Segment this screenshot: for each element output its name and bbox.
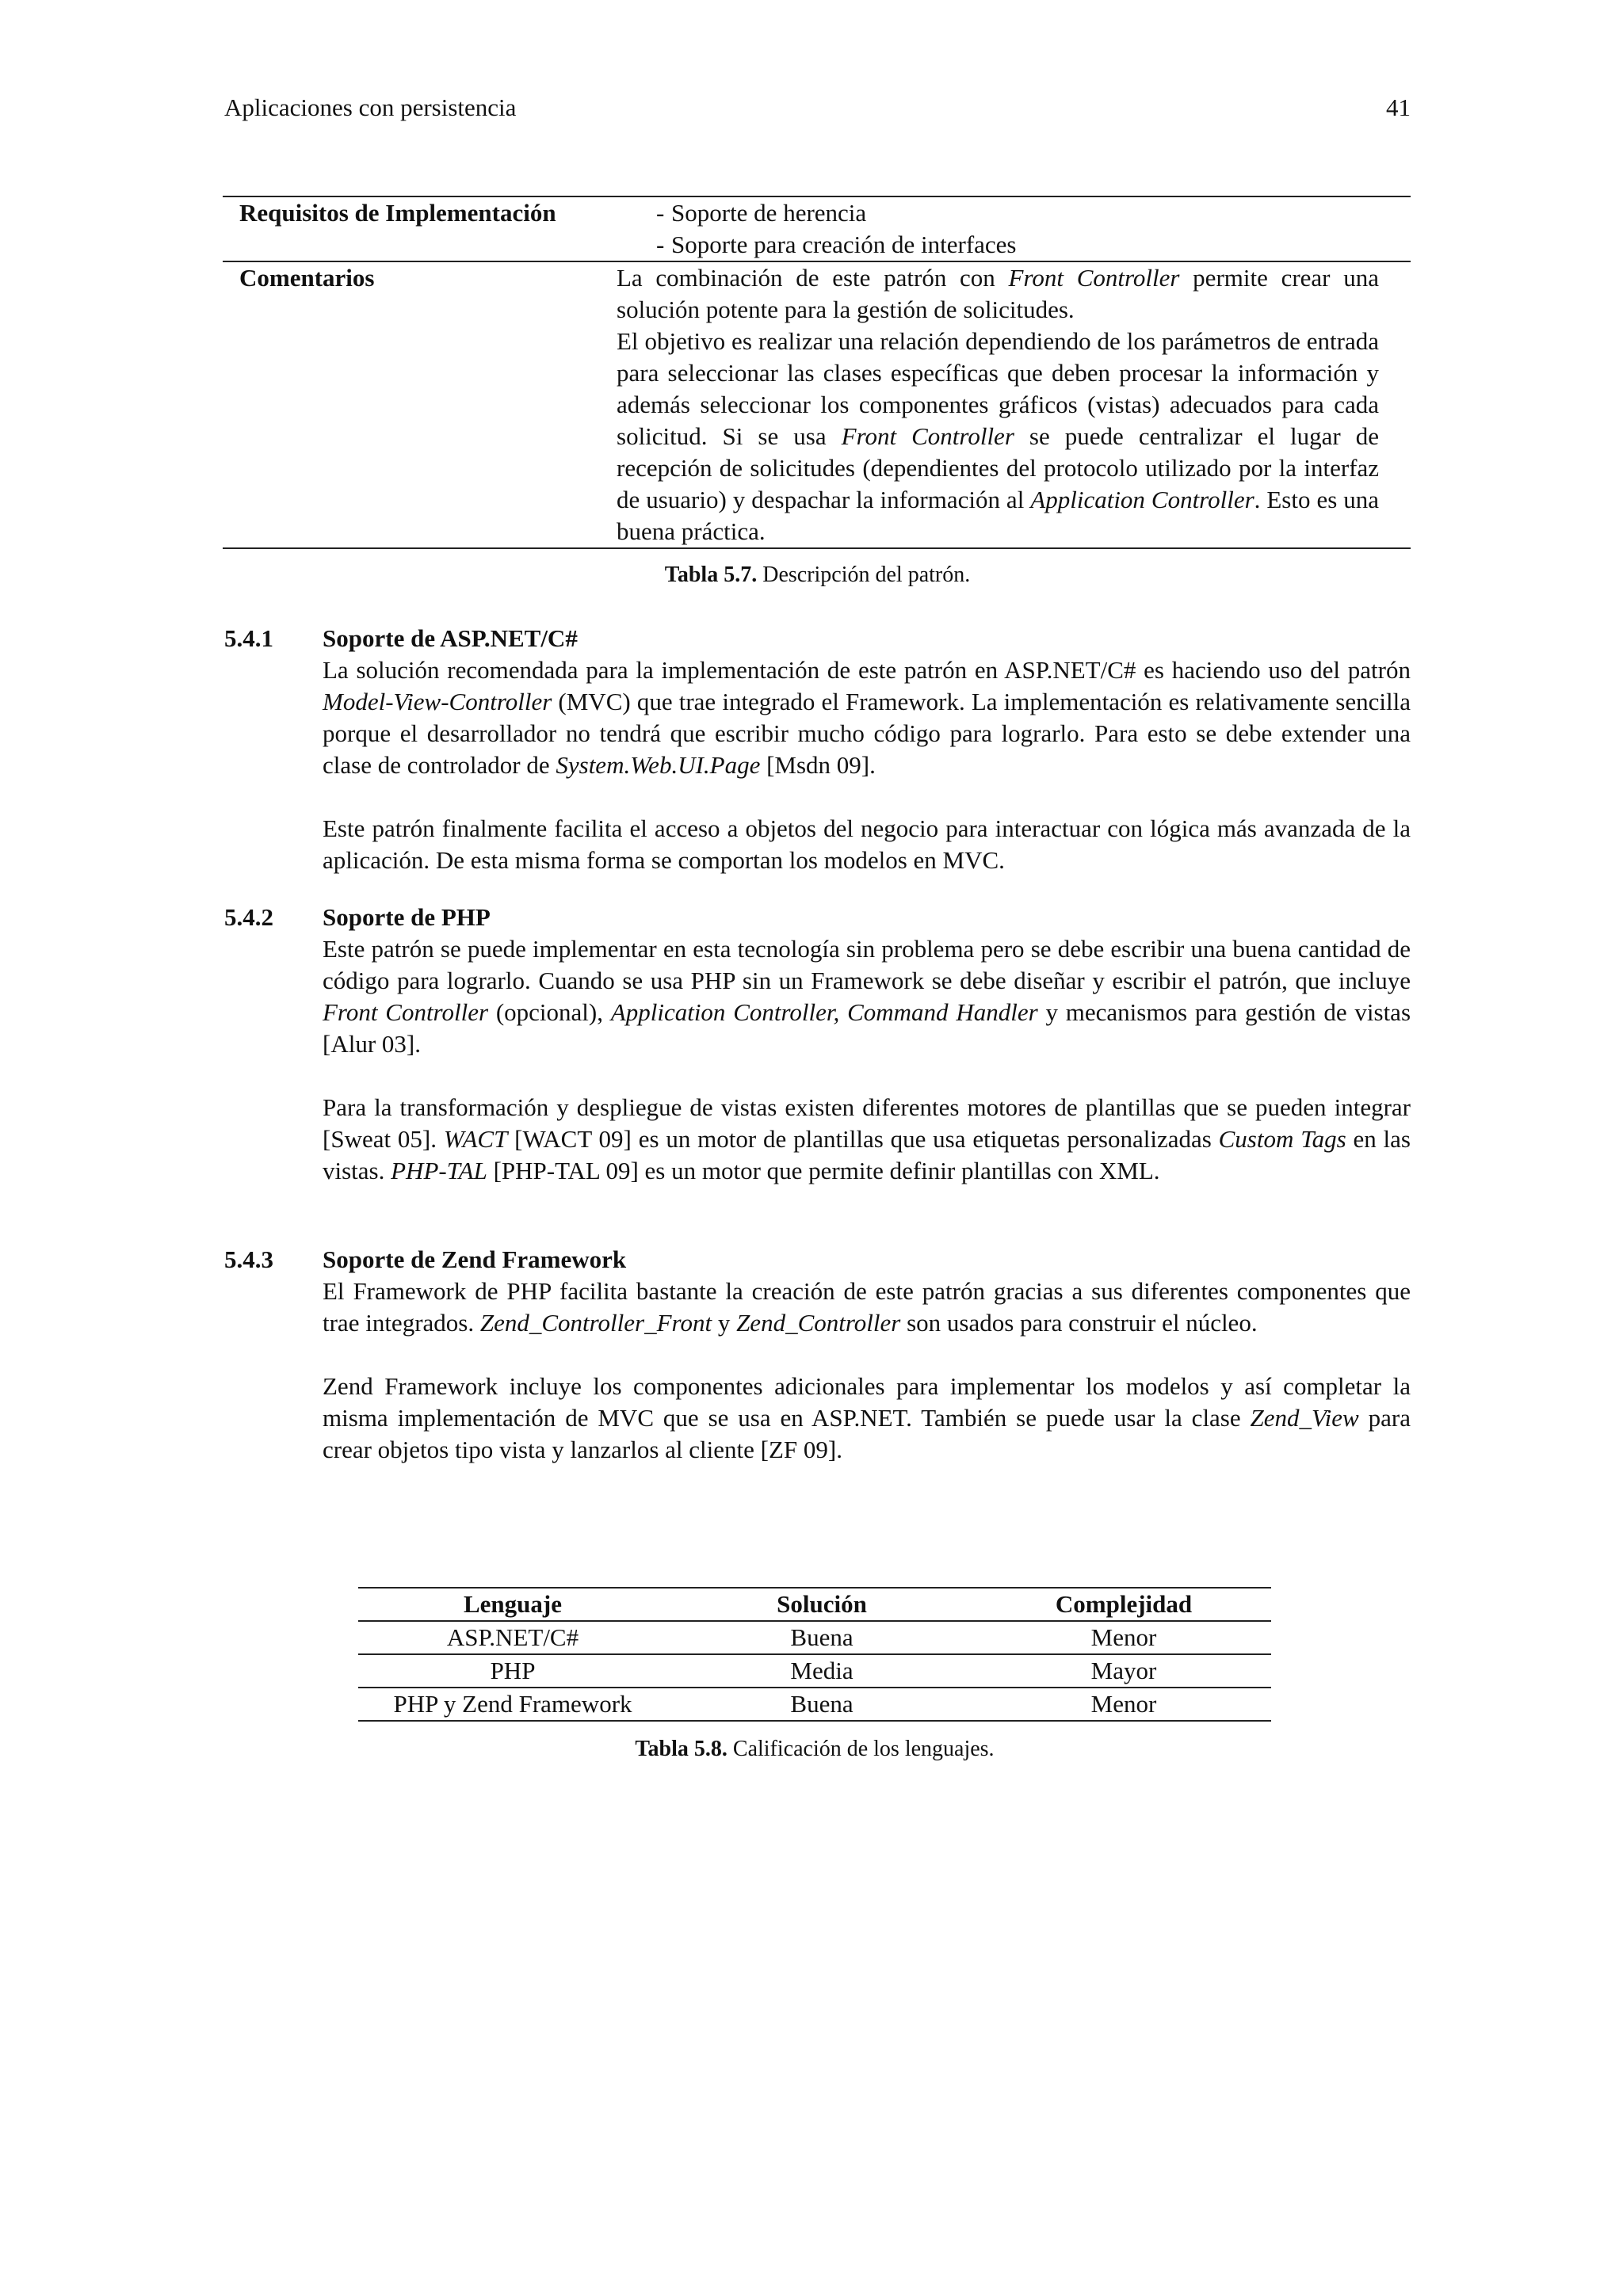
table-cell: Buena: [790, 1690, 854, 1718]
column-header: Complejidad: [1055, 1590, 1193, 1618]
table-cell: ASP.NET/C#: [446, 1623, 579, 1651]
section-number: 5.4.3: [224, 1245, 273, 1273]
section-number: 5.4.2: [224, 903, 273, 931]
section-number: 5.4.1: [224, 624, 273, 652]
comment-paragraph: El objetivo es realizar una relación dependiendo de los parámetros de entrada para seleccionar las clases específicas que deben procesar la información y además seleccionar los componentes gráficos (vistas) adecuados para cada solicitud. Si se usa Front Controller se puede centralizar el lugar de recepción de solicitudes (dependientes del protocolo utilizado por la interfaz de usuario) y despachar la información al Application Controller. Esto es una buena práctica.: [617, 327, 1380, 545]
column-header: Solución: [777, 1590, 867, 1618]
section-title: Soporte de PHP: [323, 903, 491, 931]
paragraph: La solución recomendada para la implementación de este patrón en ASP.NET/C# es haciendo uso del patrón Model-View-Controller (MVC) que trae integrado el Framework. La implementación es relativamente sencilla porque el desarrollador no tendrá que escribir mucho código para lograrlo. Para esto se debe extender una clase de controlador de System.Web.UI.Page [Msdn 09].: [323, 656, 1411, 779]
table-cell: Media: [790, 1657, 854, 1684]
section-title: Soporte de ASP.NET/C#: [323, 624, 578, 652]
requirement-item: - Soporte para creación de interfaces: [617, 229, 1379, 261]
table-5-7-caption: Tabla 5.7. Descripción del patrón.: [664, 563, 971, 587]
table-row: [358, 1688, 1271, 1721]
table-cell: Mayor: [1090, 1657, 1157, 1684]
section-heading: [224, 1244, 1411, 1276]
section-heading: [224, 902, 1411, 933]
paragraph: El Framework de PHP facilita bastante la creación de este patrón gracias a sus diferentes componentes que trae integrados. Zend_Controller_Front y Zend_Controller son usados para construir el núcleo.: [323, 1277, 1411, 1337]
table-cell: PHP: [490, 1657, 536, 1684]
table-row: [358, 1621, 1271, 1654]
paragraph: Este patrón se puede implementar en esta tecnología sin problema pero se debe escribir una buena cantidad de código para lograrlo. Cuando se usa PHP sin un Framework se debe diseñar y escribir el patrón, que incluye Front Controller (opcional), Application Controller, Command Handler y mecanismos para gestión de vistas [Alur 03].: [323, 935, 1411, 1058]
section-5-4-1: [224, 623, 1411, 876]
language-rating-table: [358, 1587, 1271, 1722]
requirements-row: [223, 197, 1411, 261]
running-title: Aplicaciones con persistencia: [224, 93, 517, 121]
section-body: [323, 1276, 1411, 1466]
comments-row: [223, 261, 1411, 547]
table-cell: PHP y Zend Framework: [393, 1690, 632, 1718]
table-cell: Menor: [1090, 1623, 1157, 1651]
page-header: [224, 93, 1411, 133]
section-5-4-2: [224, 902, 1411, 1187]
table-row: [358, 1654, 1271, 1688]
column-header: Lenguaje: [464, 1590, 562, 1618]
comments-value: [617, 262, 1379, 547]
requirements-value: [617, 197, 1379, 261]
table-header-row: [358, 1588, 1271, 1621]
comment-paragraph: La combinación de este patrón con Front Controller permite crear una solución potente para la gestión de solicitudes.: [617, 264, 1379, 323]
table-5-8-caption: Tabla 5.8. Calificación de los lenguajes.: [635, 1737, 995, 1761]
paragraph: Zend Framework incluye los componentes adicionales para implementar los modelos y así completar la misma implementación de MVC que se usa en ASP.NET. También se puede usar la clase Zend_View para crear objetos tipo vista y lanzarlos al cliente [ZF 09].: [323, 1372, 1411, 1463]
page-number: 41: [1386, 93, 1411, 121]
paragraph: Para la transformación y despliegue de vistas existen diferentes motores de plantillas que se pueden integrar [Sweat 05]. WACT [WACT 09] es un motor de plantillas que usa etiquetas personalizadas Custom Tags en las vistas. PHP-TAL [PHP-TAL 09] es un motor que permite definir plantillas con XML.: [323, 1093, 1411, 1184]
paragraph: Este patrón finalmente facilita el acceso a objetos del negocio para interactuar con lógica más avanzada de la aplicación. De esta misma forma se comportan los modelos en MVC.: [323, 814, 1411, 874]
table-cell: Buena: [790, 1623, 854, 1651]
pattern-description-table: [223, 196, 1411, 549]
comments-label: Comentarios: [239, 264, 375, 292]
requirements-label: Requisitos de Implementación: [239, 199, 556, 227]
section-body: [323, 933, 1411, 1187]
section-body: [323, 654, 1411, 876]
requirement-item: - Soporte de herencia: [617, 197, 1379, 229]
table-cell: Menor: [1090, 1690, 1157, 1718]
section-heading: [224, 623, 1411, 654]
section-title: Soporte de Zend Framework: [323, 1245, 627, 1273]
section-5-4-3: [224, 1244, 1411, 1466]
